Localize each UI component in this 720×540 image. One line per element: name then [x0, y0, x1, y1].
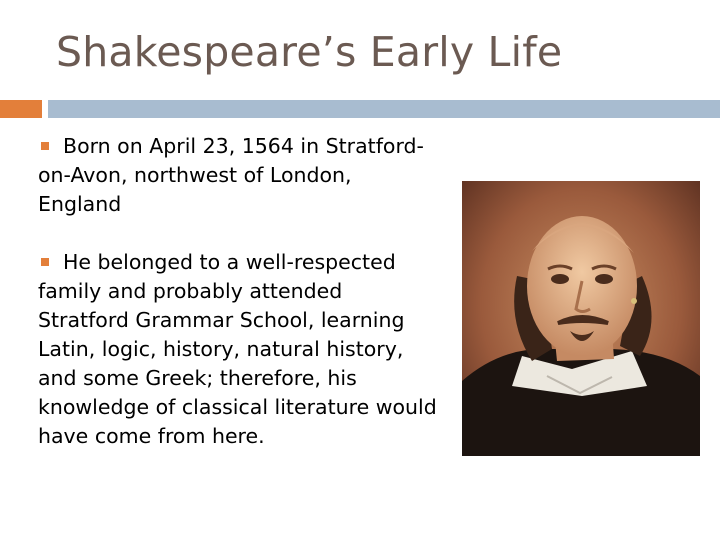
bullet-text: Born on April 23, 1564 in Stratford-on-Avon, northwest of London, England — [38, 134, 424, 216]
slide-title: Shakespeare’s Early Life — [56, 28, 563, 76]
portrait-image — [462, 181, 700, 456]
bullet-square-icon — [41, 258, 49, 266]
bullet-text: He belonged to a well-respected family and probably attended Stratford Grammar School, learning Latin, logic, history, natural history, and some Greek; therefore, his knowledge of classical literature would have come from here. — [38, 250, 437, 448]
bullet-item — [38, 248, 438, 451]
bullet-list — [38, 132, 438, 451]
bullet-square-icon — [41, 142, 49, 150]
bullet-item — [38, 132, 438, 219]
accent-bar-orange — [0, 100, 42, 118]
accent-bar-blue — [48, 100, 720, 118]
